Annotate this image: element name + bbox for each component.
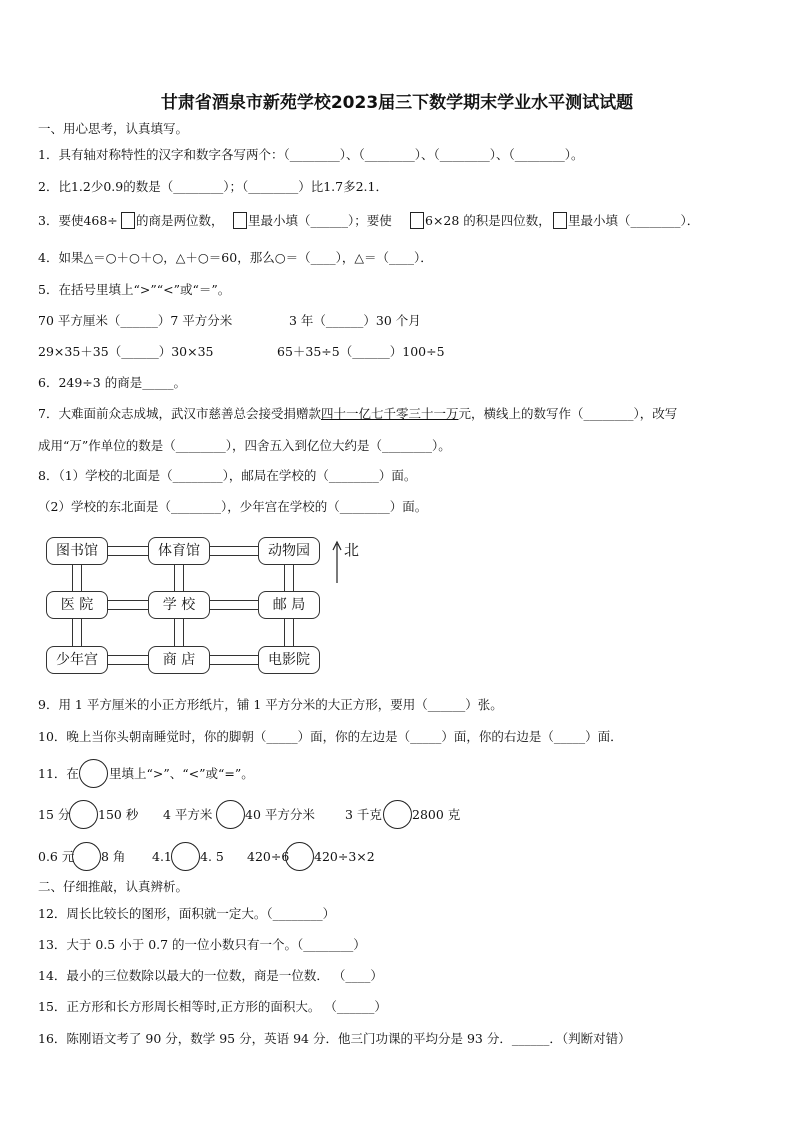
question-16: 16．陈刚语文考了 90 分，数学 95 分，英语 94 分．他三门功课的平均分是 93 分．______．（判断对错） — [38, 1031, 631, 1046]
road — [284, 619, 294, 647]
question-3-part-c: 里最小填（______）；要使 — [248, 213, 392, 228]
compare-left: 4 平方米 — [163, 807, 213, 822]
blank-circle — [72, 842, 101, 871]
blank-circle — [69, 800, 98, 829]
road — [174, 565, 184, 592]
map-shop: 商 店 — [148, 646, 210, 674]
blank-square — [121, 212, 135, 229]
question-3-part-d: 6×28 的积是四位数， — [425, 213, 551, 228]
section-1-heading: 一、用心思考，认真填写。 — [38, 121, 189, 136]
question-3-part-b: 的商是两位数， — [136, 213, 224, 228]
map-zoo: 动物园 — [258, 537, 320, 565]
compare-right: 4. 5 — [200, 849, 224, 864]
road — [210, 655, 258, 665]
question-4: 4．如果△＝○＋○＋○，△＋○＝60，那么○＝（____），△＝（____）． — [38, 250, 433, 265]
question-12: 12．周长比较长的图形，面积就一定大。（________） — [38, 906, 336, 921]
north-arrow-icon — [331, 540, 343, 584]
blank-square — [233, 212, 247, 229]
blank-circle — [285, 842, 314, 871]
road — [174, 619, 184, 647]
road — [72, 565, 82, 592]
question-7-text-a: 7．大难面前众志成城，武汉市慈善总会接受捐赠款 — [38, 406, 321, 421]
compare-right: 40 平方分米 — [245, 807, 315, 822]
map-cinema: 电影院 — [258, 646, 320, 674]
question-11-part-b: 里填上“>”、“<”或“=”。 — [109, 766, 254, 781]
question-2: 2．比1.2少0.9的数是（________）；（________）比1.7多2.1． — [38, 179, 388, 194]
road — [284, 565, 294, 592]
question-15: 15．正方形和长方形周长相等时,正方形的面积大。 （______） — [38, 999, 387, 1014]
blank-circle — [171, 842, 200, 871]
road — [108, 600, 148, 610]
question-11-part-a: 11．在 — [38, 766, 79, 781]
question-7-underlined-number: 四十一亿七千零三十一万 — [320, 406, 459, 421]
question-5: 5．在括号里填上“>”“<”或“＝”。 — [38, 282, 231, 297]
question-7-line-2: 成用“万”作单位的数是（________），四舍五入到亿位大约是（________）。 — [38, 438, 451, 453]
question-3-part-e: 里最小填（________）． — [568, 213, 700, 228]
map-post-office: 邮 局 — [258, 591, 320, 619]
blank-circle — [383, 800, 412, 829]
blank-square — [410, 212, 424, 229]
compare-left: 15 分 — [38, 807, 71, 822]
question-5-item-3: 29×35＋35（______）30×35 — [38, 344, 214, 359]
road — [108, 655, 148, 665]
blank-circle — [216, 800, 245, 829]
question-1: 1．具有轴对称特性的汉字和数字各写两个：（________）、（________）、（________）、（________）。 — [38, 147, 584, 162]
question-5-item-2: 3 年（______）30 个月 — [289, 313, 421, 328]
question-3-part-a: 3．要使468÷ — [38, 213, 118, 228]
road — [108, 546, 148, 556]
question-5-item-1: 70 平方厘米（______）7 平方分米 — [38, 313, 233, 328]
compare-right: 150 秒 — [98, 807, 139, 822]
map-school: 学 校 — [148, 591, 210, 619]
compare-right: 8 角 — [101, 849, 126, 864]
question-8-part-2: （2）学校的东北面是（________），少年宫在学校的（________）面。 — [38, 499, 428, 514]
question-14: 14．最小的三位数除以最大的一位数，商是一位数． （____） — [38, 968, 383, 983]
compare-left: 4.1 — [152, 849, 172, 864]
road — [210, 600, 258, 610]
compare-left: 3 千克 — [345, 807, 382, 822]
section-2-heading: 二、仔细推敲，认真辨析。 — [38, 879, 189, 894]
question-7-line-1 — [38, 406, 677, 422]
question-8-part-1: 8．（1）学校的北面是（________），邮局在学校的（________）面。 — [38, 468, 417, 483]
compare-left: 0.6 元 — [38, 849, 75, 864]
map-hospital: 医 院 — [46, 591, 108, 619]
map-gym: 体育馆 — [148, 537, 210, 565]
compare-right: 420÷3×2 — [314, 849, 375, 864]
question-6: 6．249÷3 的商是_____。 — [38, 375, 186, 390]
road — [210, 546, 258, 556]
page-title: 甘肃省酒泉市新苑学校2023届三下数学期末学业水平测试试题 — [160, 93, 634, 113]
compare-right: 2800 克 — [412, 807, 461, 822]
compare-left: 420÷6 — [247, 849, 290, 864]
question-13: 13．大于 0.5 小于 0.7 的一位小数只有一个。（________） — [38, 937, 366, 952]
map-library: 图书馆 — [46, 537, 108, 565]
blank-square — [553, 212, 567, 229]
question-5-item-4: 65＋35÷5（______）100÷5 — [277, 344, 445, 359]
north-label: 北 — [344, 541, 360, 559]
question-7-text-b: 元，横线上的数写作（________），改写 — [458, 406, 678, 421]
question-9: 9．用 1 平方厘米的小正方形纸片，铺 1 平方分米的大正方形，要用（______）张。 — [38, 697, 503, 712]
road — [72, 619, 82, 647]
question-10: 10．晚上当你头朝南睡觉时，你的脚朝（_____）面，你的左边是（_____）面，你的右边是（_____）面． — [38, 729, 623, 744]
map-youth-palace: 少年宫 — [46, 646, 108, 674]
blank-circle — [79, 759, 108, 788]
